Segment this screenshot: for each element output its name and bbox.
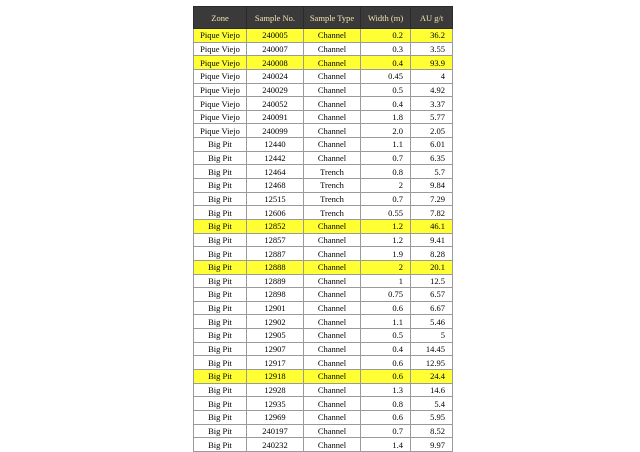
au-cell: 12.5	[411, 274, 453, 288]
sample-no-cell: 12907	[247, 342, 304, 356]
sample-type-cell: Channel	[304, 247, 361, 261]
sample-type-cell: Channel	[304, 342, 361, 356]
au-cell: 5.95	[411, 410, 453, 424]
zone-cell: Big Pit	[194, 192, 247, 206]
zone-cell: Pique Viejo	[194, 124, 247, 138]
table-row	[194, 342, 453, 356]
table-row	[194, 165, 453, 179]
zone-cell: Big Pit	[194, 397, 247, 411]
zone-cell: Big Pit	[194, 138, 247, 152]
width-cell: 1.3	[361, 383, 411, 397]
sample-no-cell: 12852	[247, 219, 304, 233]
zone-cell: Pique Viejo	[194, 110, 247, 124]
au-cell: 8.28	[411, 247, 453, 261]
au-cell: 2.05	[411, 124, 453, 138]
sample-no-cell: 12440	[247, 138, 304, 152]
au-cell: 9.84	[411, 179, 453, 193]
au-cell: 5	[411, 329, 453, 343]
sample-type-cell: Channel	[304, 424, 361, 438]
zone-cell: Pique Viejo	[194, 83, 247, 97]
table-row	[194, 424, 453, 438]
table-row	[194, 110, 453, 124]
width-cell: 0.5	[361, 83, 411, 97]
table-row	[194, 179, 453, 193]
sample-type-cell: Channel	[304, 397, 361, 411]
width-cell: 1.9	[361, 247, 411, 261]
au-cell: 8.52	[411, 424, 453, 438]
table-row	[194, 233, 453, 247]
table-header	[194, 7, 453, 29]
width-cell: 2	[361, 179, 411, 193]
width-cell: 2.0	[361, 124, 411, 138]
sample-no-cell: 240007	[247, 42, 304, 56]
sample-type-cell: Channel	[304, 356, 361, 370]
au-cell: 20.1	[411, 260, 453, 274]
table-row	[194, 83, 453, 97]
zone-cell: Big Pit	[194, 329, 247, 343]
au-cell: 7.29	[411, 192, 453, 206]
table-row	[194, 301, 453, 315]
width-cell: 0.7	[361, 151, 411, 165]
zone-cell: Big Pit	[194, 288, 247, 302]
table-row	[194, 42, 453, 56]
header-width: Width (m)	[361, 7, 411, 29]
sample-type-cell: Channel	[304, 383, 361, 397]
au-cell: 5.46	[411, 315, 453, 329]
sample-no-cell: 12889	[247, 274, 304, 288]
au-cell: 3.55	[411, 42, 453, 56]
width-cell: 0.4	[361, 342, 411, 356]
sample-type-cell: Trench	[304, 179, 361, 193]
au-cell: 14.6	[411, 383, 453, 397]
width-cell: 0.2	[361, 29, 411, 43]
zone-cell: Big Pit	[194, 179, 247, 193]
table-row-highlighted	[194, 260, 453, 274]
sample-type-cell: Trench	[304, 165, 361, 179]
sample-no-cell: 12888	[247, 260, 304, 274]
au-cell: 5.77	[411, 110, 453, 124]
width-cell: 2	[361, 260, 411, 274]
sample-no-cell: 12902	[247, 315, 304, 329]
sample-no-cell: 12898	[247, 288, 304, 302]
zone-cell: Big Pit	[194, 370, 247, 384]
sample-no-cell: 12887	[247, 247, 304, 261]
width-cell: 0.3	[361, 42, 411, 56]
table-row-highlighted	[194, 29, 453, 43]
sample-type-cell: Channel	[304, 110, 361, 124]
table-row-highlighted	[194, 56, 453, 70]
sample-no-cell: 12917	[247, 356, 304, 370]
width-cell: 0.7	[361, 424, 411, 438]
table-row	[194, 138, 453, 152]
au-cell: 14.45	[411, 342, 453, 356]
table-row	[194, 247, 453, 261]
table-row	[194, 124, 453, 138]
header-zone: Zone	[194, 7, 247, 29]
sample-type-cell: Channel	[304, 315, 361, 329]
sample-type-cell: Channel	[304, 124, 361, 138]
width-cell: 1.2	[361, 233, 411, 247]
sample-no-cell: 240091	[247, 110, 304, 124]
au-cell: 24.4	[411, 370, 453, 384]
sample-type-cell: Channel	[304, 301, 361, 315]
table-row	[194, 410, 453, 424]
au-cell: 4.92	[411, 83, 453, 97]
width-cell: 0.4	[361, 97, 411, 111]
sample-no-cell: 12442	[247, 151, 304, 165]
width-cell: 0.6	[361, 370, 411, 384]
zone-cell: Big Pit	[194, 260, 247, 274]
au-cell: 5.4	[411, 397, 453, 411]
au-cell: 93.9	[411, 56, 453, 70]
sample-no-cell: 12935	[247, 397, 304, 411]
header-sample-no: Sample No.	[247, 7, 304, 29]
sample-type-cell: Trench	[304, 192, 361, 206]
width-cell: 1	[361, 274, 411, 288]
au-cell: 9.97	[411, 438, 453, 452]
au-cell: 3.37	[411, 97, 453, 111]
header-sample-type: Sample Type	[304, 7, 361, 29]
sample-no-cell: 12918	[247, 370, 304, 384]
au-cell: 46.1	[411, 219, 453, 233]
width-cell: 0.45	[361, 69, 411, 83]
width-cell: 1.1	[361, 138, 411, 152]
zone-cell: Big Pit	[194, 151, 247, 165]
au-cell: 6.57	[411, 288, 453, 302]
sample-type-cell: Channel	[304, 233, 361, 247]
width-cell: 1.8	[361, 110, 411, 124]
table-row	[194, 274, 453, 288]
width-cell: 1.4	[361, 438, 411, 452]
zone-cell: Big Pit	[194, 342, 247, 356]
zone-cell: Big Pit	[194, 165, 247, 179]
width-cell: 1.2	[361, 219, 411, 233]
table-row	[194, 383, 453, 397]
sample-type-cell: Channel	[304, 29, 361, 43]
sample-no-cell: 240005	[247, 29, 304, 43]
sample-type-cell: Channel	[304, 83, 361, 97]
au-cell: 6.01	[411, 138, 453, 152]
sample-table-container	[193, 6, 453, 452]
sample-type-cell: Channel	[304, 260, 361, 274]
sample-type-cell: Channel	[304, 69, 361, 83]
sample-type-cell: Channel	[304, 370, 361, 384]
table-row-highlighted	[194, 219, 453, 233]
zone-cell: Pique Viejo	[194, 69, 247, 83]
zone-cell: Big Pit	[194, 233, 247, 247]
width-cell: 0.4	[361, 56, 411, 70]
sample-type-cell: Channel	[304, 97, 361, 111]
width-cell: 0.75	[361, 288, 411, 302]
zone-cell: Big Pit	[194, 424, 247, 438]
au-cell: 5.7	[411, 165, 453, 179]
sample-results-table	[193, 6, 453, 452]
sample-type-cell: Channel	[304, 56, 361, 70]
table-row	[194, 97, 453, 111]
sample-no-cell: 12515	[247, 192, 304, 206]
sample-type-cell: Channel	[304, 151, 361, 165]
zone-cell: Big Pit	[194, 274, 247, 288]
sample-type-cell: Channel	[304, 42, 361, 56]
sample-type-cell: Channel	[304, 410, 361, 424]
header-row	[194, 7, 453, 29]
sample-no-cell: 12969	[247, 410, 304, 424]
au-cell: 7.82	[411, 206, 453, 220]
sample-no-cell: 12464	[247, 165, 304, 179]
sample-type-cell: Channel	[304, 438, 361, 452]
au-cell: 6.35	[411, 151, 453, 165]
sample-no-cell: 240052	[247, 97, 304, 111]
width-cell: 0.6	[361, 410, 411, 424]
sample-no-cell: 12468	[247, 179, 304, 193]
zone-cell: Pique Viejo	[194, 97, 247, 111]
sample-type-cell: Channel	[304, 288, 361, 302]
sample-no-cell: 12901	[247, 301, 304, 315]
width-cell: 0.6	[361, 301, 411, 315]
table-body	[194, 29, 453, 452]
sample-type-cell: Channel	[304, 329, 361, 343]
zone-cell: Big Pit	[194, 206, 247, 220]
zone-cell: Big Pit	[194, 383, 247, 397]
sample-no-cell: 12857	[247, 233, 304, 247]
sample-no-cell: 240008	[247, 56, 304, 70]
au-cell: 36.2	[411, 29, 453, 43]
sample-no-cell: 240029	[247, 83, 304, 97]
zone-cell: Big Pit	[194, 315, 247, 329]
width-cell: 0.8	[361, 165, 411, 179]
width-cell: 0.55	[361, 206, 411, 220]
zone-cell: Big Pit	[194, 219, 247, 233]
zone-cell: Big Pit	[194, 301, 247, 315]
zone-cell: Pique Viejo	[194, 29, 247, 43]
zone-cell: Pique Viejo	[194, 42, 247, 56]
zone-cell: Big Pit	[194, 438, 247, 452]
sample-no-cell: 240099	[247, 124, 304, 138]
zone-cell: Big Pit	[194, 410, 247, 424]
zone-cell: Big Pit	[194, 247, 247, 261]
sample-type-cell: Channel	[304, 274, 361, 288]
table-row-highlighted	[194, 370, 453, 384]
au-cell: 12.95	[411, 356, 453, 370]
sample-no-cell: 240232	[247, 438, 304, 452]
width-cell: 0.6	[361, 356, 411, 370]
zone-cell: Pique Viejo	[194, 56, 247, 70]
au-cell: 4	[411, 69, 453, 83]
sample-type-cell: Channel	[304, 219, 361, 233]
sample-no-cell: 240197	[247, 424, 304, 438]
sample-no-cell: 240024	[247, 69, 304, 83]
table-row	[194, 329, 453, 343]
sample-type-cell: Trench	[304, 206, 361, 220]
table-row	[194, 192, 453, 206]
sample-no-cell: 12928	[247, 383, 304, 397]
zone-cell: Big Pit	[194, 356, 247, 370]
table-row	[194, 356, 453, 370]
sample-no-cell: 12905	[247, 329, 304, 343]
width-cell: 0.5	[361, 329, 411, 343]
table-row	[194, 315, 453, 329]
sample-type-cell: Channel	[304, 138, 361, 152]
table-row	[194, 397, 453, 411]
au-cell: 9.41	[411, 233, 453, 247]
au-cell: 6.67	[411, 301, 453, 315]
table-row	[194, 69, 453, 83]
width-cell: 0.7	[361, 192, 411, 206]
table-row	[194, 288, 453, 302]
width-cell: 1.1	[361, 315, 411, 329]
table-row	[194, 151, 453, 165]
header-au: AU g/t	[411, 7, 453, 29]
width-cell: 0.8	[361, 397, 411, 411]
table-row	[194, 206, 453, 220]
sample-no-cell: 12606	[247, 206, 304, 220]
